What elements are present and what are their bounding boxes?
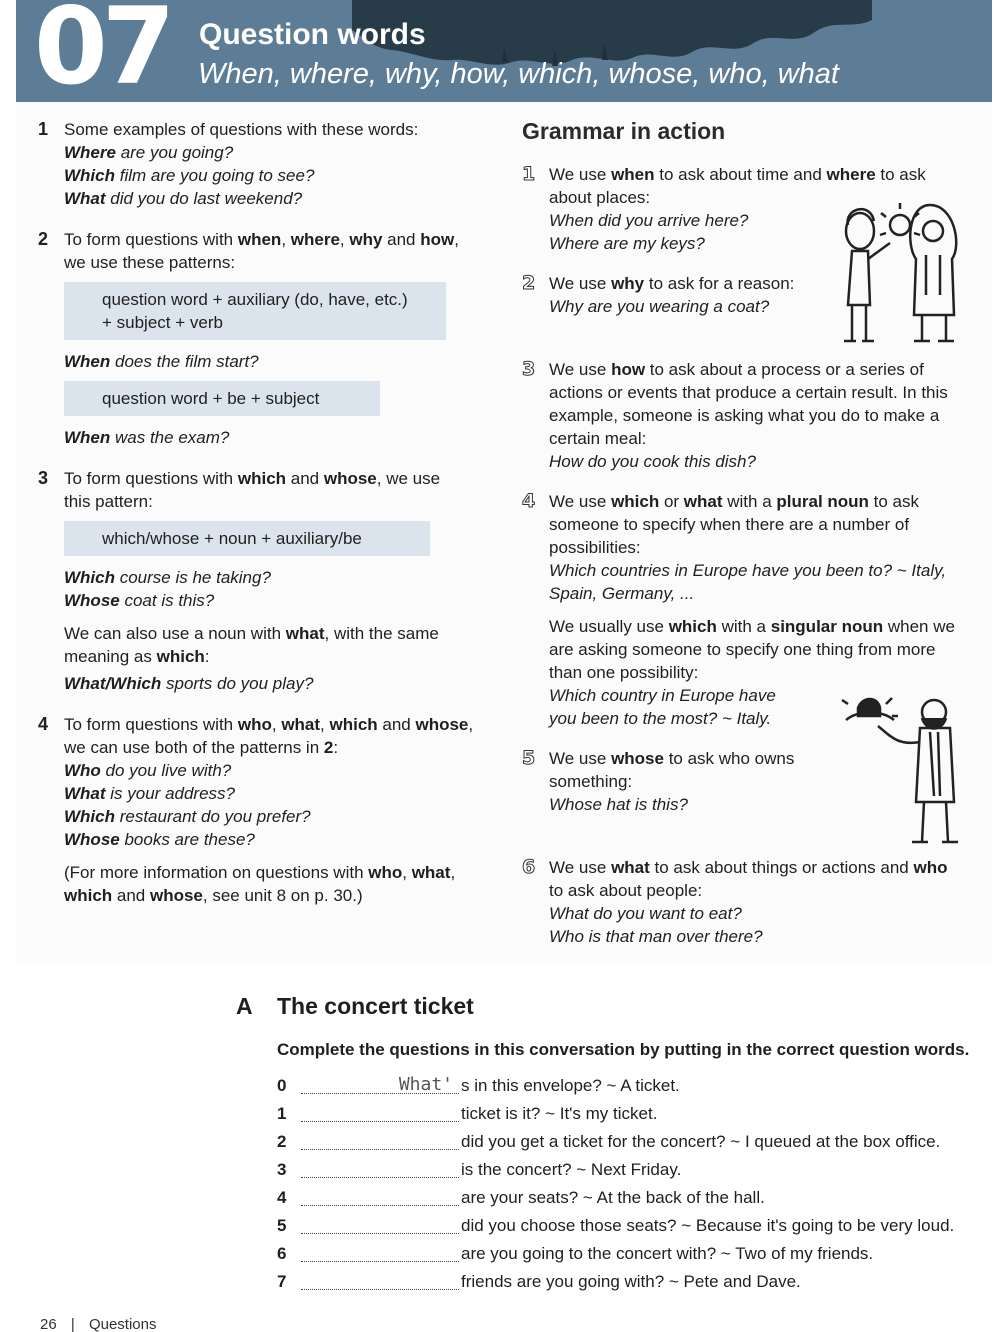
example: Why are you wearing a coat? bbox=[549, 297, 770, 316]
exercise-row bbox=[277, 1212, 987, 1240]
answer-blank[interactable] bbox=[301, 1244, 459, 1262]
footer-separator: | bbox=[70, 1316, 75, 1332]
section-text: To form questions with when, where, why and how, bbox=[64, 230, 459, 249]
people-illustration bbox=[830, 195, 980, 345]
example: Which country in Europe have you been to the most? ~ Italy. bbox=[549, 686, 776, 728]
question-text: are you going to the concert with? ~ Two of my friends. bbox=[461, 1244, 874, 1263]
pattern-box: question word + auxiliary (do, have, etc.) + subject + verb bbox=[64, 282, 446, 340]
section-text: Some examples of questions with these words: bbox=[64, 120, 419, 139]
section-3-note: We can also use a noun with what, with the same meaning as which: bbox=[64, 624, 439, 666]
example: What did you do last weekend? bbox=[64, 189, 303, 208]
question-text: are your seats? ~ At the back of the hall. bbox=[461, 1188, 765, 1207]
row-number: 6 bbox=[277, 1244, 287, 1263]
exercise-row bbox=[277, 1128, 987, 1156]
question-text: did you choose those seats? ~ Because it's going to be very loud. bbox=[461, 1216, 955, 1235]
section-number: 4 bbox=[38, 714, 49, 734]
point-number: 3 bbox=[522, 358, 536, 380]
exercise-row bbox=[277, 1072, 987, 1100]
exercise-row bbox=[277, 1240, 987, 1268]
section-3 bbox=[38, 467, 498, 556]
point-number: 5 bbox=[522, 747, 536, 769]
page-footer bbox=[40, 1316, 166, 1332]
point-number: 4 bbox=[522, 490, 536, 512]
example: Where are my keys? bbox=[549, 234, 705, 253]
question-text: friends are you going with? ~ Pete and Dave. bbox=[461, 1272, 801, 1291]
unit-number: 07 bbox=[34, 0, 170, 102]
example: Which restaurant do you prefer? bbox=[64, 807, 311, 826]
section-number: 2 bbox=[38, 229, 49, 249]
example-list bbox=[38, 759, 498, 851]
waiter-illustration bbox=[838, 692, 978, 846]
pattern-box: which/whose + noun + auxiliary/be bbox=[64, 521, 430, 556]
exercise-row bbox=[277, 1268, 987, 1296]
grammar-point-4: 4 We use which or what with a plural noun to ask someone to specify when there are a number of possibilities: bbox=[522, 490, 920, 557]
section-1 bbox=[38, 118, 498, 141]
example: Which course is he taking? bbox=[64, 568, 271, 587]
example: What do you want to eat? bbox=[549, 904, 742, 923]
example: Who is that man over there? bbox=[549, 927, 763, 946]
row-number: 5 bbox=[277, 1216, 287, 1235]
row-number: 4 bbox=[277, 1188, 287, 1207]
question-text: ticket is it? ~ It's my ticket. bbox=[461, 1104, 658, 1123]
section-2-pattern-2 bbox=[38, 381, 498, 416]
row-number: 0 bbox=[277, 1076, 287, 1095]
exercise-row bbox=[277, 1184, 987, 1212]
section-4 bbox=[38, 713, 498, 759]
example: When did you arrive here? bbox=[549, 211, 749, 230]
answer-blank[interactable] bbox=[301, 1132, 459, 1150]
example: What is your address? bbox=[64, 784, 235, 803]
example: Whose coat is this? bbox=[64, 591, 215, 610]
answer-blank[interactable] bbox=[301, 1104, 459, 1122]
section-text: this pattern: bbox=[64, 492, 153, 511]
exercise-row bbox=[277, 1100, 987, 1128]
answer-blank[interactable] bbox=[301, 1216, 459, 1234]
example: Which film are you going to see? bbox=[64, 166, 315, 185]
grammar-point-1: 1 We use when to ask about time and where to ask about places: bbox=[522, 163, 926, 207]
example: How do you cook this dish? bbox=[549, 452, 756, 471]
example: Who do you live with? bbox=[64, 761, 232, 780]
question-text: is the concert? ~ Next Friday. bbox=[461, 1160, 682, 1179]
grammar-point-2: 2 We use why to ask for a reason: bbox=[522, 272, 795, 294]
cross-reference: (For more information on questions with who, what, which and whose, see unit 8 on p. 30.) bbox=[64, 863, 456, 905]
point-number: 6 bbox=[522, 856, 536, 878]
footer-section: Questions bbox=[88, 1316, 157, 1332]
example: When does the film start? bbox=[64, 352, 259, 371]
example: Whose books are these? bbox=[64, 830, 255, 849]
exercise-instruction: Complete the questions in this conversation by putting in the correct question words. bbox=[277, 1040, 970, 1059]
question-text: s in this envelope? ~ A ticket. bbox=[461, 1076, 680, 1095]
example: When was the exam? bbox=[64, 428, 230, 447]
grammar-point-4-note: We usually use which with a singular noun when we are asking someone to specify one thing from more than one possibility: bbox=[549, 617, 955, 682]
pattern-box: question word + be + subject bbox=[64, 381, 380, 416]
example-list bbox=[38, 141, 498, 210]
grammar-in-action-title: Grammar in action bbox=[522, 118, 726, 144]
section-number: 1 bbox=[38, 119, 49, 139]
example: What/Which sports do you play? bbox=[64, 674, 314, 693]
grammar-point-6: 6 We use what to ask about things or actions and who to ask about people: bbox=[522, 856, 948, 900]
exercise-row bbox=[277, 1156, 987, 1184]
section-text: we can use both of the patterns in 2: bbox=[64, 738, 339, 757]
section-text: we use these patterns: bbox=[64, 253, 236, 272]
exercise-list bbox=[277, 1072, 987, 1296]
section-2 bbox=[38, 228, 498, 340]
row-number: 2 bbox=[277, 1132, 287, 1151]
exercise-title: The concert ticket bbox=[277, 993, 474, 1019]
point-number: 2 bbox=[522, 272, 536, 294]
answer-blank[interactable] bbox=[301, 1188, 459, 1206]
answer-blank[interactable] bbox=[301, 1272, 459, 1290]
section-text: To form questions with who, what, which and whose, bbox=[64, 715, 474, 734]
page-number: 26 bbox=[40, 1316, 57, 1332]
section-number: 3 bbox=[38, 468, 49, 488]
unit-header bbox=[16, 0, 992, 102]
example: Which countries in Europe have you been to? ~ Italy, Spain, Germany, ... bbox=[549, 561, 947, 603]
answer-blank[interactable]: What' bbox=[301, 1076, 459, 1094]
question-text: did you get a ticket for the concert? ~ I queued at the box office. bbox=[461, 1132, 941, 1151]
unit-subtitle: When, where, why, how, which, whose, who, what bbox=[198, 58, 839, 90]
section-text: To form questions with which and whose, we use bbox=[64, 469, 441, 488]
grammar-point-3: 3 We use how to ask about a process or a series of actions or events that produce a certain result. In this example, someone is asking what you do to make a certain meal: bbox=[522, 358, 948, 448]
point-number: 1 bbox=[522, 163, 536, 185]
exercise-letter: A bbox=[236, 993, 253, 1019]
answer-blank[interactable] bbox=[301, 1160, 459, 1178]
row-number: 1 bbox=[277, 1104, 287, 1123]
unit-title: Question words bbox=[199, 18, 426, 51]
example: Where are you going? bbox=[64, 143, 234, 162]
row-number: 7 bbox=[277, 1272, 287, 1291]
example: Whose hat is this? bbox=[549, 795, 688, 814]
left-column bbox=[38, 118, 498, 907]
row-number: 3 bbox=[277, 1160, 287, 1179]
grammar-point-5: 5 We use whose to ask who owns something: bbox=[522, 747, 795, 791]
